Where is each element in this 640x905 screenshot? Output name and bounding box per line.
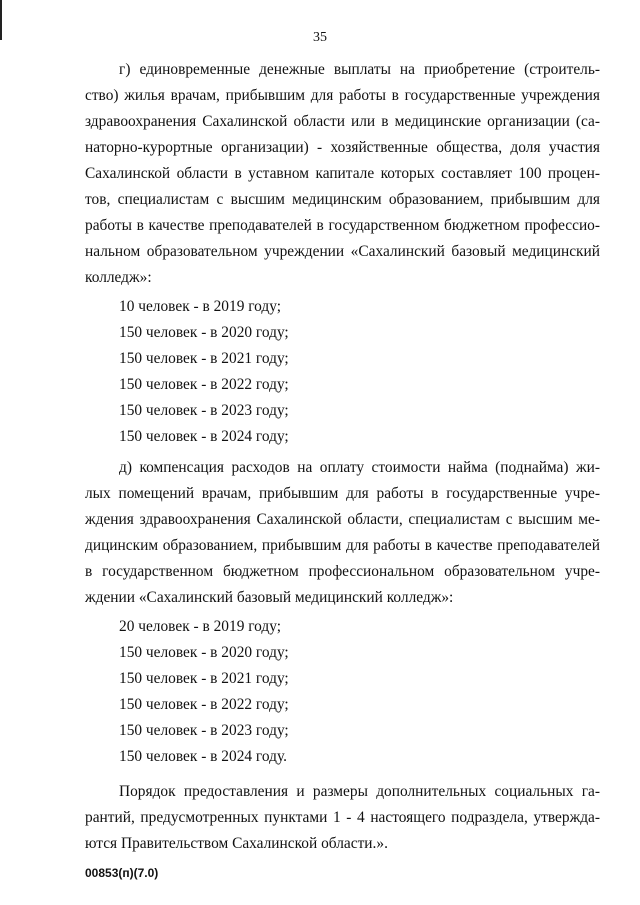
paragraph-d-line: д) компенсация расходов на оплату стоимости найма (поднайма) жи- [119,459,600,476]
list-item: 150 человек - в 2023 году; [119,722,289,739]
paragraph-g-line: г) единовременные денежные выплаты на приобретение (строитель- [119,61,600,78]
list-item: 150 человек - в 2024 году; [119,428,289,445]
closing-paragraph-line: Порядок предоставления и размеры дополнительных социальных га- [119,783,600,800]
list-item: 150 человек - в 2023 году; [119,402,289,419]
paragraph-g-line: наторно-курортные организации) - хозяйственные общества, доля участия [85,139,600,156]
paragraph-d-line: ждения здравоохранения Сахалинской области, специалистам с высшим ме- [85,511,600,528]
list-item: 20 человек - в 2019 году; [119,618,282,635]
document-code: 00853(п)(7.0) [85,866,159,880]
paragraph-g-line: Сахалинской области в уставном капитале которых составляет 100 процен- [85,165,600,182]
paragraph-d-line: в государственном бюджетном профессиональном образовательном учре- [85,563,600,580]
paragraph-g-line: работы в качестве преподавателей в государственном бюджетном профессио- [85,217,600,234]
paragraph-g-line: нальном образовательном учреждении «Сахалинский базовый медицинский [85,243,600,260]
list-item: 150 человек - в 2022 году; [119,696,289,713]
list-item: 150 человек - в 2022 году; [119,376,289,393]
list-item: 150 человек - в 2024 году. [119,748,287,765]
paragraph-g-line: тов, специалистам с высшим медицинским образованием, прибывшим для [85,191,600,208]
paragraph-g-line: здравоохранения Сахалинской области или в медицинские организации (са- [85,113,600,130]
list-item: 150 человек - в 2020 году; [119,324,289,341]
paragraph-d-line: ждении «Сахалинский базовый медицинский колледж»: [85,589,454,606]
list-item: 10 человек - в 2019 году; [119,298,282,315]
closing-paragraph-line: рантий, предусмотренных пунктами 1 - 4 настоящего подраздела, утвержда- [85,809,600,826]
closing-paragraph-line: ются Правительством Сахалинской области.». [85,835,388,852]
paragraph-d-line: дицинским образованием, прибывшим для работы в качестве преподавателей [85,537,600,554]
paragraph-d-line: лых помещений врачам, прибывшим для работы в государственные учре- [85,485,600,502]
list-item: 150 человек - в 2020 году; [119,644,289,661]
paragraph-g-line: ство) жилья врачам, прибывшим для работы в государственные учреждения [85,87,600,104]
paragraph-g-line: колледж»: [85,269,152,286]
page-number: 35 [313,30,327,45]
list-item: 150 человек - в 2021 году; [119,670,289,687]
list-item: 150 человек - в 2021 году; [119,350,289,367]
